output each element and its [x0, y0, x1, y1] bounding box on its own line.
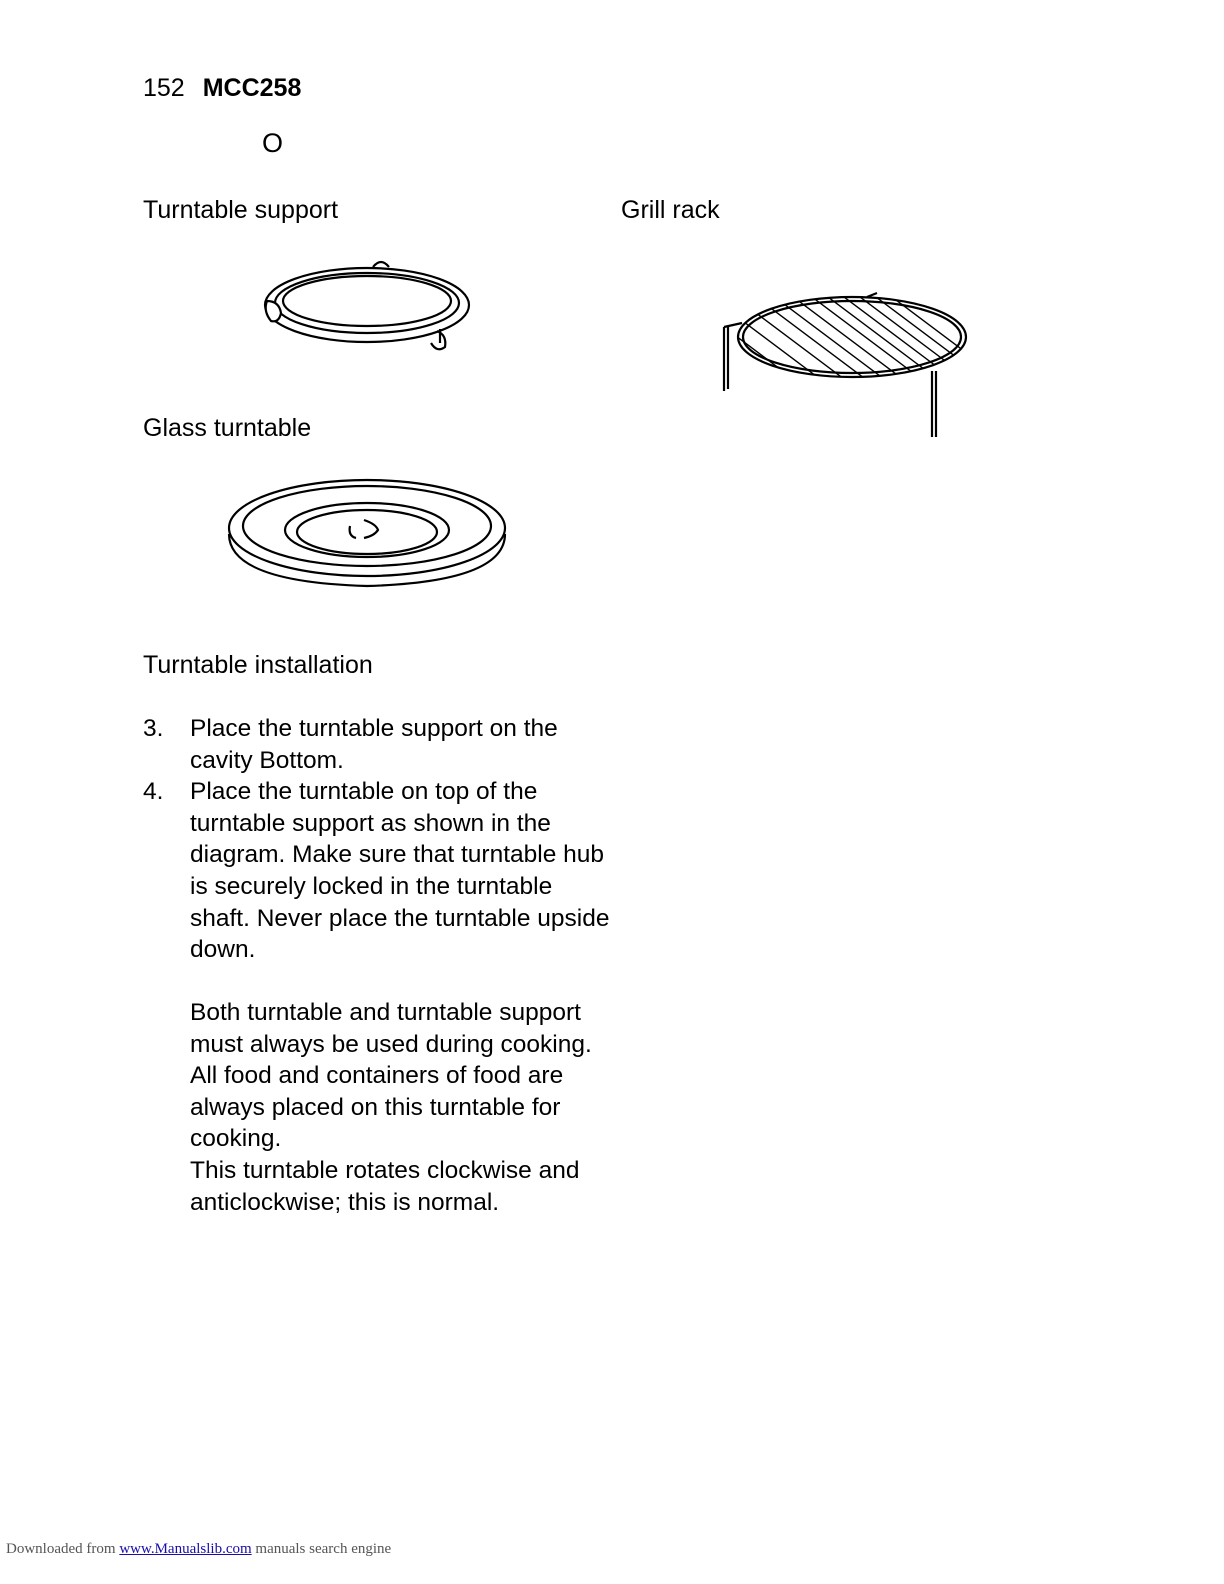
installation-steps: [143, 713, 613, 966]
caption-grill-rack: Grill rack: [621, 196, 720, 224]
grill-rack-illustration: [712, 285, 977, 445]
note-rotation: This turntable rotates clockwise and anticlockwise; this is normal.: [190, 1156, 580, 1216]
download-footer: [6, 1541, 391, 1558]
glass-turntable-illustration: [222, 472, 512, 590]
step-text: Place the turntable on top of the turntable support as shown in the diagram. Make sure that turntable hub is securely locked in the turntable shaft. Never place the turntable upside down.: [190, 778, 610, 964]
model-name: MCC258: [202, 74, 302, 102]
note-food-placement: All food and containers of food are always placed on this turntable for cooking.: [190, 1062, 564, 1153]
section-symbol: O: [262, 128, 284, 158]
page-number: 152: [143, 74, 185, 102]
step-number: 3.: [143, 715, 164, 742]
note-usage: Both turntable and turntable support must always be used during cooking.: [190, 999, 592, 1058]
page-header: [143, 74, 301, 103]
step-3: [143, 713, 613, 776]
step-4: [143, 776, 613, 966]
footer-suffix: manuals search engine: [255, 1541, 392, 1557]
footer-prefix: Downloaded from: [6, 1541, 116, 1557]
step-number: 4.: [143, 778, 164, 806]
manualslib-link[interactable]: www.Manualslib.com: [119, 1541, 252, 1557]
caption-turntable-installation: Turntable installation: [143, 651, 373, 679]
caption-glass-turntable: Glass turntable: [143, 414, 312, 442]
step-text: Place the turntable support on the cavity Bottom.: [190, 715, 558, 774]
usage-notes: [190, 997, 620, 1218]
turntable-support-illustration: [255, 255, 480, 360]
caption-turntable-support: Turntable support: [143, 196, 339, 224]
